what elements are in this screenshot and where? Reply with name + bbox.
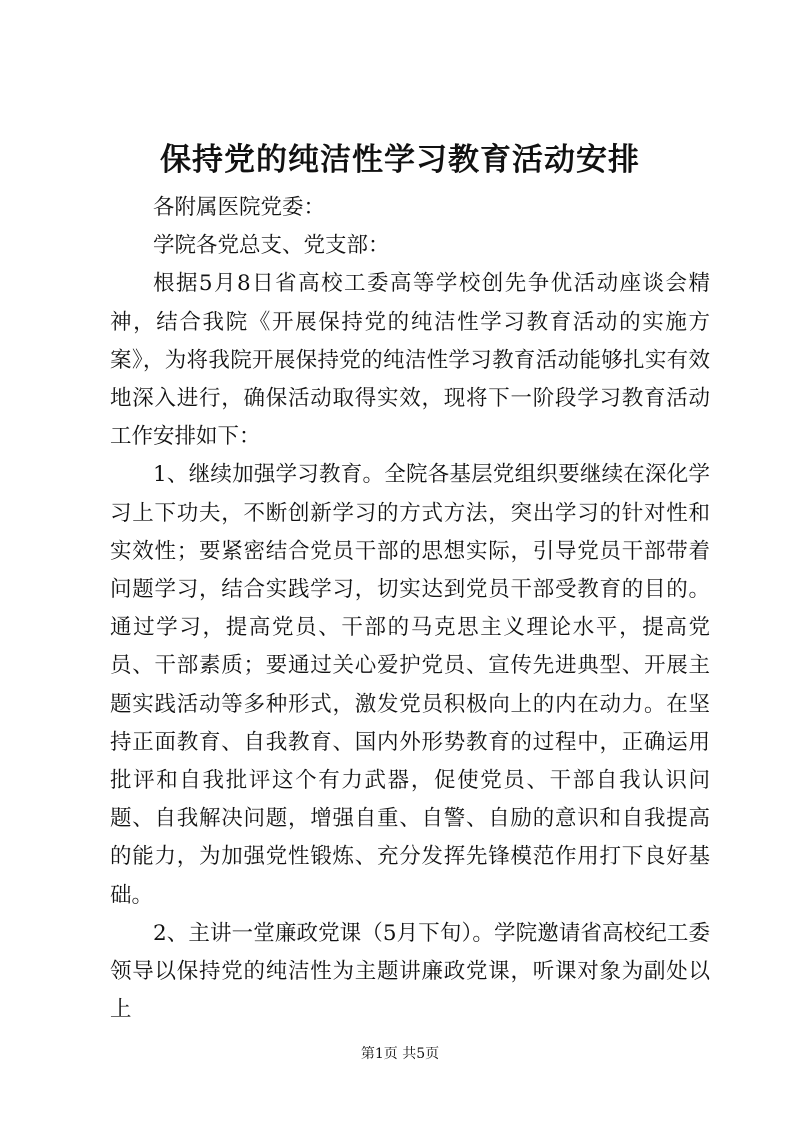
paragraph-item-1: 1、继续加强学习教育。全院各基层党组织要继续在深化学习上下功夫，不断创新学习的方式方法，突出学习的针对性和实效性；要紧密结合党员干部的思想实际，引导党员干部带着问题学习，结合实践学习，切实达到党员干部受教育的目的。通过学习，提高党员、干部的马克思主义理论水平，提高党员、干部素质；要通过关心爱护党员、宣传先进典型、开展主题实践活动等多种形式，激发党员积极向上的内在动力。在坚持正面教育、自我教育、国内外形势教育的过程中，正确运用批评和自我批评这个有力武器，促使党员、干部自我认识问题、自我解决问题，增强自重、自警、自励的意识和自我提高的能力，为加强党性锻炼、充分发挥先锋模范作用打下良好基础。 — [110, 462, 710, 908]
page-number-footer: 第1页 共5页 — [360, 1046, 440, 1062]
paragraph-intro: 根据5月8日省高校工委高等学校创先争优活动座谈会精神，结合我院《开展保持党的纯洁性学习教育活动的实施方案》，为将我院开展保持党的纯洁性学习教育活动能够扎实有效地深入进行，确保活动取得实效，现将下一阶段学习教育活动工作安排如下： — [110, 271, 710, 450]
document-title: 保持党的纯洁性学习教育活动安排 — [160, 142, 640, 178]
salutation-party-branches: 学院各党总支、党支部： — [153, 233, 390, 259]
document-body — [110, 189, 710, 1029]
salutation-affiliated-hospitals: 各附属医院党委： — [153, 195, 326, 220]
paragraph-item-2: 2、主讲一堂廉政党课（5月下旬）。学院邀请省高校纪工委领导以保持党的纯洁性为主题讲廉政党课，听课对象为副处以上 — [110, 920, 710, 1023]
